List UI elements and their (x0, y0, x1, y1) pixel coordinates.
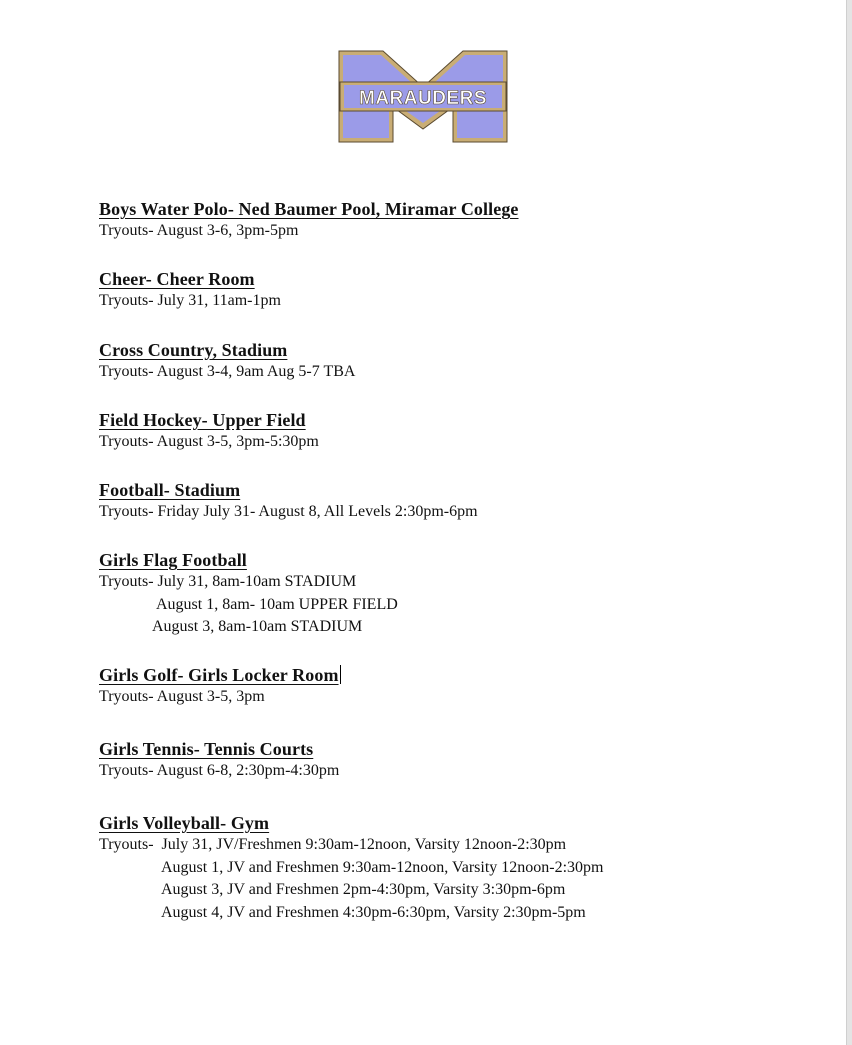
tryout-line: Tryouts- August 3-6, 3pm-5pm (99, 222, 299, 239)
section-heading: Girls Tennis- Tennis Courts (99, 739, 314, 759)
section-girls-tennis (99, 738, 339, 783)
section-girls-flag-football (99, 549, 398, 639)
tryout-line: Tryouts- August 3-5, 3pm-5:30pm (99, 433, 319, 450)
section-cross-country (99, 339, 355, 384)
tryout-line: Tryouts- July 31, 8am-10am STADIUM (99, 573, 357, 590)
tryout-line: August 1, 8am- 10am UPPER FIELD (156, 595, 398, 613)
page-edge (846, 0, 852, 1045)
tryout-line: Tryouts- July 31, JV/Freshmen 9:30am-12noon, Varsity 12noon-2:30pm (99, 836, 567, 853)
section-boys-water-polo (99, 198, 519, 243)
section-field-hockey (99, 409, 319, 454)
tryout-line: Tryouts- August 3-4, 9am Aug 5-7 TBA (99, 363, 356, 380)
section-heading: Cross Country, Stadium (99, 340, 288, 360)
heading-text: Girls Golf- Girls Locker Room (99, 665, 339, 685)
tryout-line: Tryouts- August 3-5, 3pm (99, 688, 265, 705)
section-heading: Football- Stadium (99, 480, 241, 500)
tryout-line: Tryouts- July 31, 11am-1pm (99, 292, 281, 309)
marauders-logo (337, 49, 509, 144)
section-heading (99, 664, 341, 686)
section-heading: Cheer- Cheer Room (99, 269, 255, 289)
tryout-line: Tryouts- Friday July 31- August 8, All Levels 2:30pm-6pm (99, 503, 478, 520)
tryout-line: August 3, 8am-10am STADIUM (152, 618, 363, 635)
logo-text: MARAUDERS (359, 88, 487, 109)
section-heading: Girls Flag Football (99, 550, 247, 570)
tryout-line: August 3, JV and Freshmen 2pm-4:30pm, Varsity 3:30pm-6pm (161, 881, 566, 898)
tryout-line: Tryouts- August 6-8, 2:30pm-4:30pm (99, 762, 340, 779)
section-heading: Boys Water Polo- Ned Baumer Pool, Miramar College (99, 199, 519, 219)
section-cheer (99, 268, 281, 313)
text-cursor (340, 665, 341, 684)
section-girls-volleyball (99, 812, 604, 924)
section-girls-golf (99, 664, 341, 709)
section-football (99, 479, 478, 524)
section-heading: Field Hockey- Upper Field (99, 410, 306, 430)
tryout-line: August 1, JV and Freshmen 9:30am-12noon, Varsity 12noon-2:30pm (161, 858, 604, 876)
section-heading: Girls Volleyball- Gym (99, 813, 270, 833)
tryout-line: August 4, JV and Freshmen 4:30pm-6:30pm, Varsity 2:30pm-5pm (161, 903, 586, 921)
